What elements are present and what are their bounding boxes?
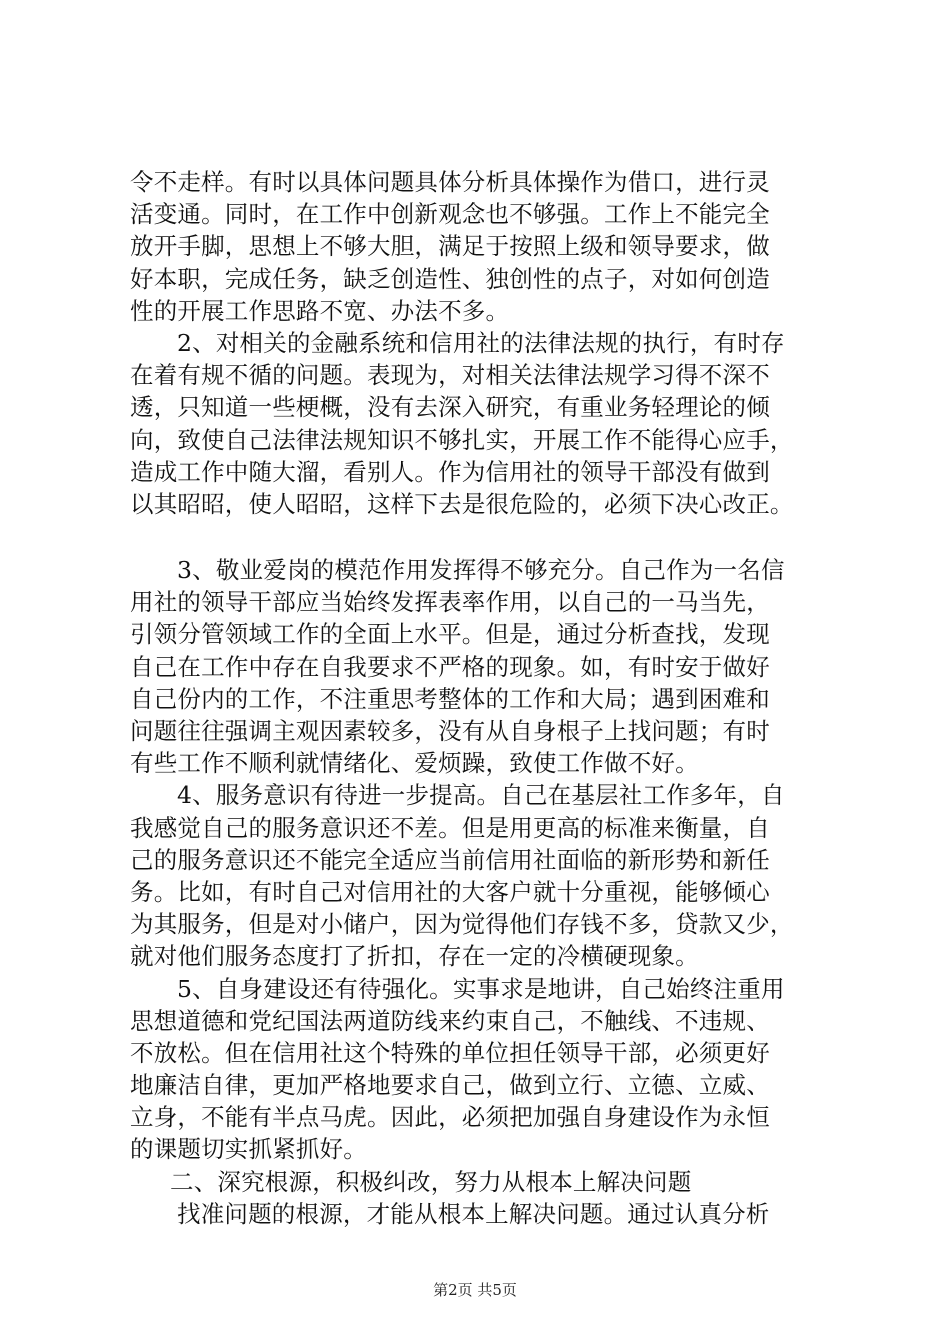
page-number-footer: 第2页 共5页	[433, 1281, 517, 1299]
paragraph-1	[130, 166, 835, 327]
text-line: 3、敬业爱岗的模范作用发挥得不够充分。自己作为一名信	[177, 556, 785, 585]
text-line: 我感觉自己的服务意识还不差。但是用更高的标准来衡量，自	[130, 813, 770, 842]
text-line: 思想道德和党纪国法两道防线来约束自己，不触线、不违规、	[130, 1006, 770, 1035]
text-line: 务。比如，有时自己对信用社的大客户就十分重视，能够倾心	[130, 877, 770, 906]
section-heading: 二、深究根源，积极纠改，努力从根本上解决问题	[170, 1167, 692, 1196]
text-line: 性的开展工作思路不宽、办法不多。	[130, 296, 510, 325]
text-line: 地廉洁自律，更加严格地要求自己，做到立行、立德、立威、	[130, 1071, 770, 1100]
paragraph-5	[130, 973, 835, 1166]
text-line: 用社的领导干部应当始终发挥表率作用，以自己的一马当先，	[130, 588, 770, 617]
text-line: 放开手脚，思想上不够大胆，满足于按照上级和领导要求，做	[130, 232, 770, 261]
text-line: 自己份内的工作，不注重思考整体的工作和大局；遇到困难和	[130, 684, 770, 713]
text-line: 向，致使自己法律法规知识不够扎实，开展工作不能得心应手，	[130, 425, 794, 454]
text-line: 问题往往强调主观因素较多，没有从自身根子上找问题；有时	[130, 717, 770, 745]
text-line: 活变通。同时，在工作中创新观念也不够强。工作上不能完全	[130, 200, 770, 229]
text-line: 透，只知道一些梗概，没有去深入研究，有重业务轻理论的倾	[130, 393, 770, 422]
paragraph-4	[130, 779, 835, 972]
paragraph-spacer	[130, 520, 835, 554]
paragraph-2	[130, 327, 835, 520]
text-line: 在着有规不循的问题。表现为，对相关法律法规学习得不深不	[130, 361, 770, 390]
text-line: 5、自身建设还有待强化。实事求是地讲，自己始终注重用	[177, 974, 785, 1003]
text-line: 好本职，完成任务，缺乏创造性、独创性的点子，对如何创造	[130, 264, 770, 293]
text-line: 找准问题的根源，才能从根本上解决问题。通过认真分析	[177, 1199, 770, 1228]
text-line: 以其昭昭，使人昭昭，这样下去是很危险的，必须下决心改正。	[130, 489, 794, 518]
text-line: 就对他们服务态度打了折扣，存在一定的冷横硬现象。	[130, 942, 699, 971]
paragraph-3	[130, 554, 835, 779]
text-line: 引领分管领域工作的全面上水平。但是，通过分析查找，发现	[130, 620, 770, 649]
paragraph-6	[130, 1198, 835, 1230]
document-body	[130, 166, 835, 1230]
text-line: 立身，不能有半点马虎。因此，必须把加强自身建设作为永恒	[130, 1103, 770, 1132]
text-line: 自己在工作中存在自我要求不严格的现象。如，有时安于做好	[130, 652, 770, 681]
text-line: 不放松。但在信用社这个特殊的单位担任领导干部，必须更好	[130, 1038, 770, 1067]
text-line: 的课题切实抓紧抓好。	[130, 1135, 367, 1164]
text-line: 己的服务意识还不能完全适应当前信用社面临的新形势和新任	[130, 845, 770, 874]
text-line: 有些工作不顺利就情绪化、爱烦躁，致使工作做不好。	[130, 749, 699, 778]
text-line: 为其服务，但是对小储户，因为觉得他们存钱不多，贷款又少，	[130, 910, 794, 939]
text-line: 造成工作中随大溜，看别人。作为信用社的领导干部没有做到	[130, 457, 770, 486]
text-line: 令不走样。有时以具体问题具体分析具体操作为借口，进行灵	[130, 168, 770, 196]
text-line: 2、对相关的金融系统和信用社的法律法规的执行，有时存	[177, 328, 785, 357]
text-line: 4、服务意识有待进一步提高。自己在基层社工作多年，自	[177, 781, 785, 810]
